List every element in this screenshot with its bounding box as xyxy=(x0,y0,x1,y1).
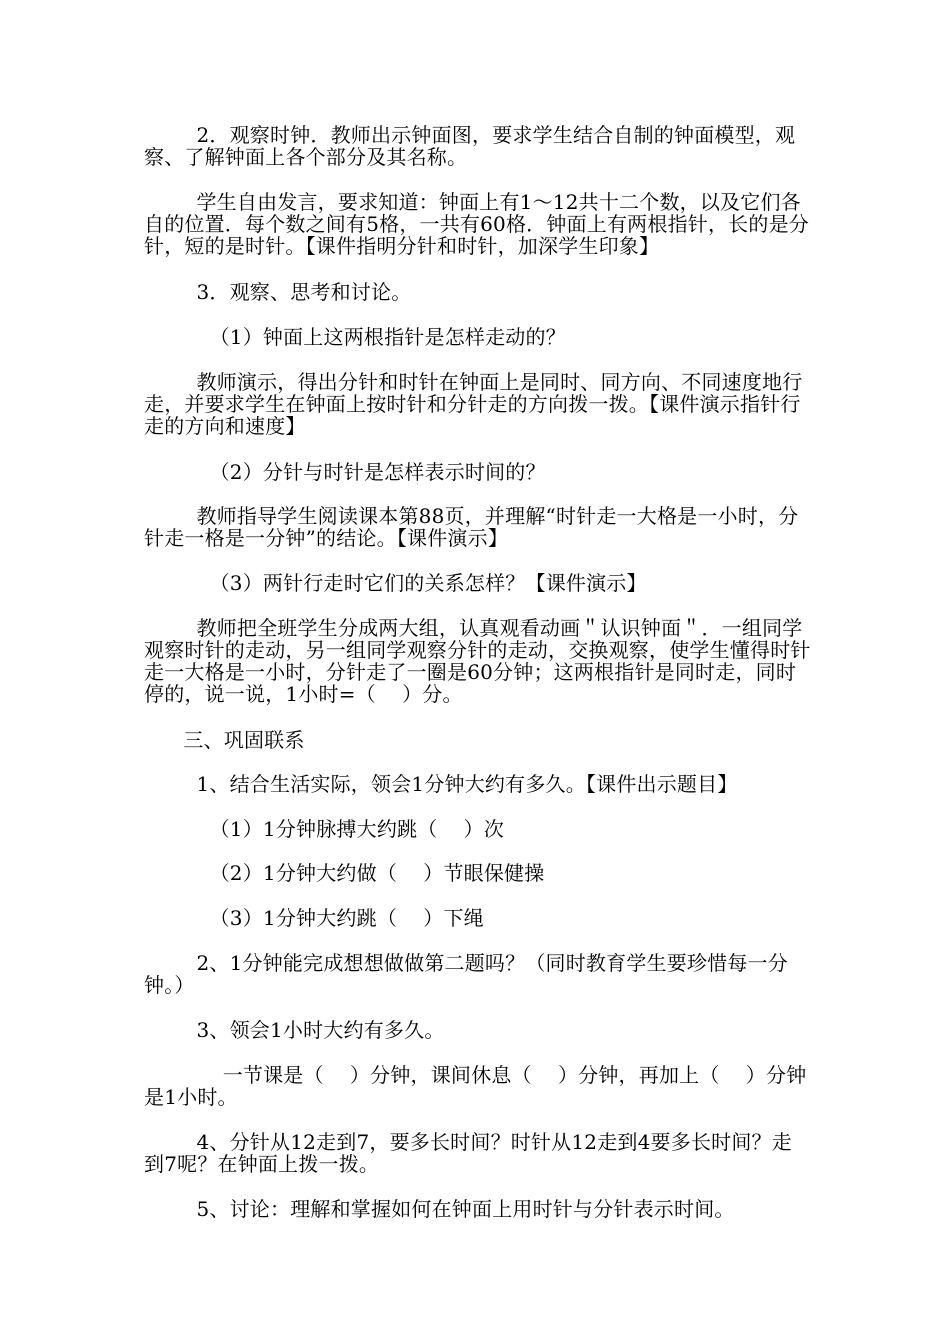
paragraph-teacher-demo: 教师演示，得出分针和时针在钟面上是同时、同方向、不同速度地行走，并要求学生在钟面上按时针和分针走的方向拨一拨。【课件演示指针行走的方向和速度】 xyxy=(144,370,803,438)
paragraph-question-1: （1）钟面上这两根指针是怎样走动的？ xyxy=(144,325,566,349)
paragraph-exercise-1: 1、结合生活实际，领会1分钟大约有多久。【课件出示题目】 xyxy=(144,772,738,796)
paragraph-exercise-5: 5、讨论：理解和掌握如何在钟面上用时针与分针表示时间。 xyxy=(144,1197,735,1221)
paragraph-textbook-reading: 教师指导学生阅读课本第88页，并理解“时针走一大格是一小时，分针走一格是一分钟”的结论。【课件演示】 xyxy=(144,504,799,550)
paragraph-exercise-1-item-3: （3）1分钟大约跳（ ）下绳 xyxy=(144,906,484,930)
paragraph-exercise-2: 2、1分钟能完成想想做做第二题吗？（同时教育学生要珍惜每一分钟。） xyxy=(144,951,788,997)
paragraph-exercise-1-item-1: （1）1分钟脉搏大约跳（ ）次 xyxy=(144,817,505,841)
paragraph-question-2: （2）分针与时针是怎样表示时间的？ xyxy=(144,460,546,484)
paragraph-exercise-3: 3、领会1小时大约有多久。 xyxy=(144,1018,445,1042)
paragraph-observe-discuss: 3．观察、思考和讨论。 xyxy=(144,280,412,304)
paragraph-exercise-1-item-2: （2）1分钟大约做（ ）节眼保健操 xyxy=(144,861,545,885)
paragraph-student-speech: 学生自由发言，要求知道：钟面上有1～12共十二个数，以及它们各自的位置．每个数之间有5格，一共有60格．钟面上有两根指针，长的是分针，短的是时针。【课件指明分针和时针，加深学生印象】 xyxy=(144,190,809,258)
section-heading-consolidation: 三、巩固联系 xyxy=(144,728,305,752)
paragraph-exercise-3-detail: 一节课是（ ）分钟，课间休息（ ）分钟，再加上（ ）分钟是1小时。 xyxy=(144,1063,807,1109)
paragraph-exercise-4: 4、分针从12走到7，要多长时间？时针从12走到4要多长时间？走到7呢？在钟面上拨一拨。 xyxy=(144,1130,792,1176)
paragraph-question-3: （3）两针行走时它们的关系怎样？【课件演示】 xyxy=(144,571,647,595)
paragraph-observe-clock: 2．观察时钟．教师出示钟面图，要求学生结合自制的钟面模型，观察、了解钟面上各个部分及其名称。 xyxy=(144,123,796,169)
paragraph-group-activity: 教师把全班学生分成两大组，认真观看动画＂认识钟面＂．一组同学观察时针的走动，另一组同学观察分针的走动，交换观察，使学生懂得时针走一大格是一小时，分针走了一圈是60分钟；这两根指针是同时走，同时停的，说一说，1小时=（ ）分。 xyxy=(144,616,811,706)
